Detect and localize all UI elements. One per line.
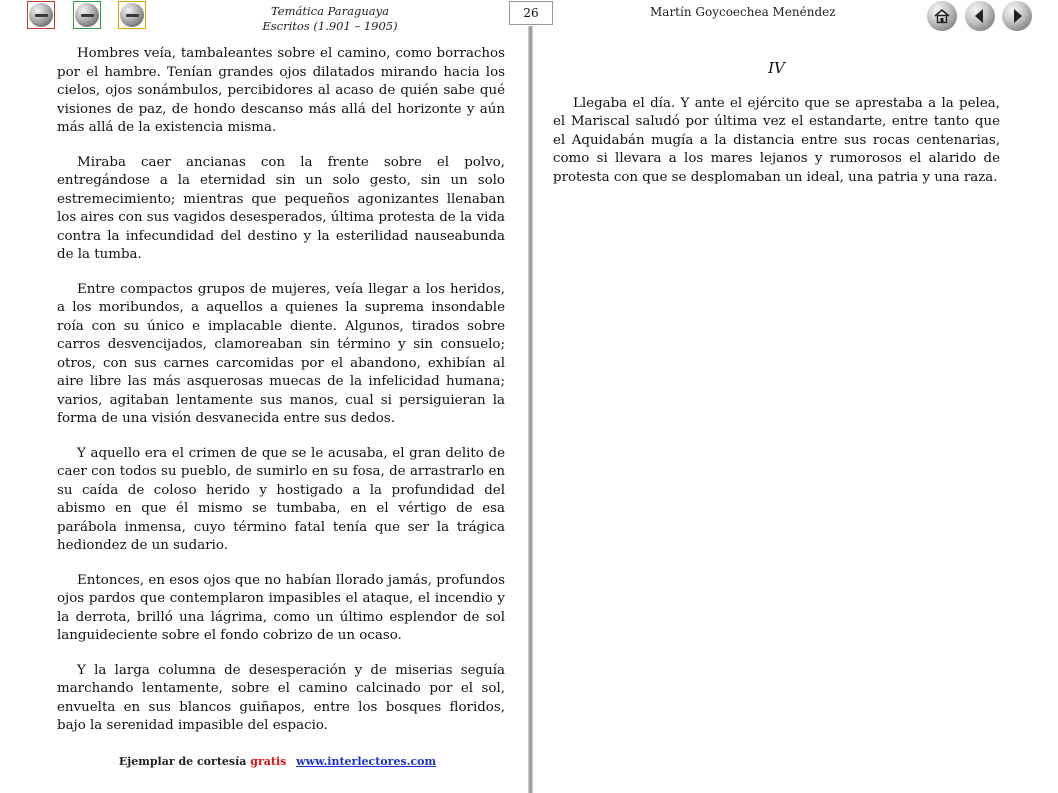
paragraph: Hombres veía, tambaleantes sobre el camino, como borrachos por el hambre. Tenían grandes ojos dilatados mirando hacia los cielos, ojos sonámbulos, percibidores al acaso de quién sabe qué visiones de paz, de hondo descanso más allá del horizonte y aún más allá de la existencia misma.: [57, 46, 505, 135]
paragraph: Y la larga columna de desesperación y de miserias seguía marchando lentamente, sobre el camino calcinado por el sol, envuelta en sus blancos guiñapos, entre los bosques floridos, bajo la serenidad impasible del espacio.: [57, 662, 505, 733]
page-number: 26: [509, 1, 553, 25]
author-name: Martín Goycoechea Menéndez: [650, 5, 836, 19]
green-minus-button[interactable]: [73, 1, 101, 29]
footer-prefix: Ejemplar de cortesía: [118, 755, 247, 768]
yellow-minus-button[interactable]: [118, 1, 146, 29]
left-column-text: [57, 45, 505, 752]
minus-ball-icon: [29, 3, 53, 27]
series-header: [230, 4, 430, 34]
home-button[interactable]: [927, 1, 957, 31]
right-column-text: [553, 59, 1000, 187]
page-divider: [528, 26, 533, 793]
previous-page-button[interactable]: [965, 1, 995, 31]
series-title: Temática Paraguaya: [270, 4, 389, 18]
minus-ball-icon: [75, 3, 99, 27]
paragraph: Y aquello era el crimen de que se le acusaba, el gran delito de caer con todos su pueblo, de sumirlo en su fosa, de arrastrarlo en su caída de coloso herido y hostigado a la profundidad del abismo en que él mismo se tumbaba, en el vértigo de esa parábola inmensa, cuyo término fatal tenía que ser la trágica hediondez de un sudario.: [57, 445, 505, 553]
next-page-button[interactable]: [1002, 1, 1032, 31]
footer: [0, 755, 555, 768]
red-minus-button[interactable]: [27, 1, 55, 29]
arrow-right-icon: [1008, 7, 1026, 25]
arrow-left-icon: [971, 7, 989, 25]
paragraph: Miraba caer ancianas con la frente sobre el polvo, entregándose a la eternidad sin un solo gesto, sin un solo estremecimiento; mientras que pequeños agonizantes llenaban los aires con sus vagidos desesperados, última protesta de la vida contra la infecundidad del destino y la esterilidad nauseabunda de la tumba.: [57, 154, 505, 262]
paragraph: Entre compactos grupos de mujeres, veía llegar a los heridos, a los moribundos, a aquellos a quienes la suprema insondable roía con su único e implacable diente. Algunos, tirados sobre carros desvencijados, clamoreaban sin término y sin consuelo; otros, con sus carnes carcomidas por el abandono, exhibían al aire libre las más asquerosas muecas de la infelicidad humana; varios, agitaban lentamente sus manos, cual si persiguieran la forma de una visión desvanecida entre sus dedos.: [57, 281, 505, 426]
chapter-heading: IV: [768, 59, 785, 77]
home-icon: [933, 7, 951, 25]
series-subtitle: Escritos (1.901 – 1905): [262, 19, 398, 33]
paragraph: Entonces, en esos ojos que no habían llorado jamás, profundos ojos pardos que contemplaron impasibles el ataque, el incendio y la derrota, brilló una lágrima, como un último esplendor de sol languideciente sobre el fondo cobrizo de un ocaso.: [57, 572, 505, 643]
paragraph: Llegaba el día. Y ante el ejército que se aprestaba a la pelea, el Mariscal saludó por última vez el estandarte, entre tanto que el Aquidabán mugía a la distancia entre sus rocas centenarias, como si llevara a los mares lejanos y rumorosos el alarido de protesta con que se desplomaban un ideal, una patria y una raza.: [553, 95, 1000, 185]
minus-ball-icon: [120, 3, 144, 27]
footer-gratis: gratis: [250, 755, 287, 768]
footer-link[interactable]: www.interlectores.com: [296, 755, 437, 768]
